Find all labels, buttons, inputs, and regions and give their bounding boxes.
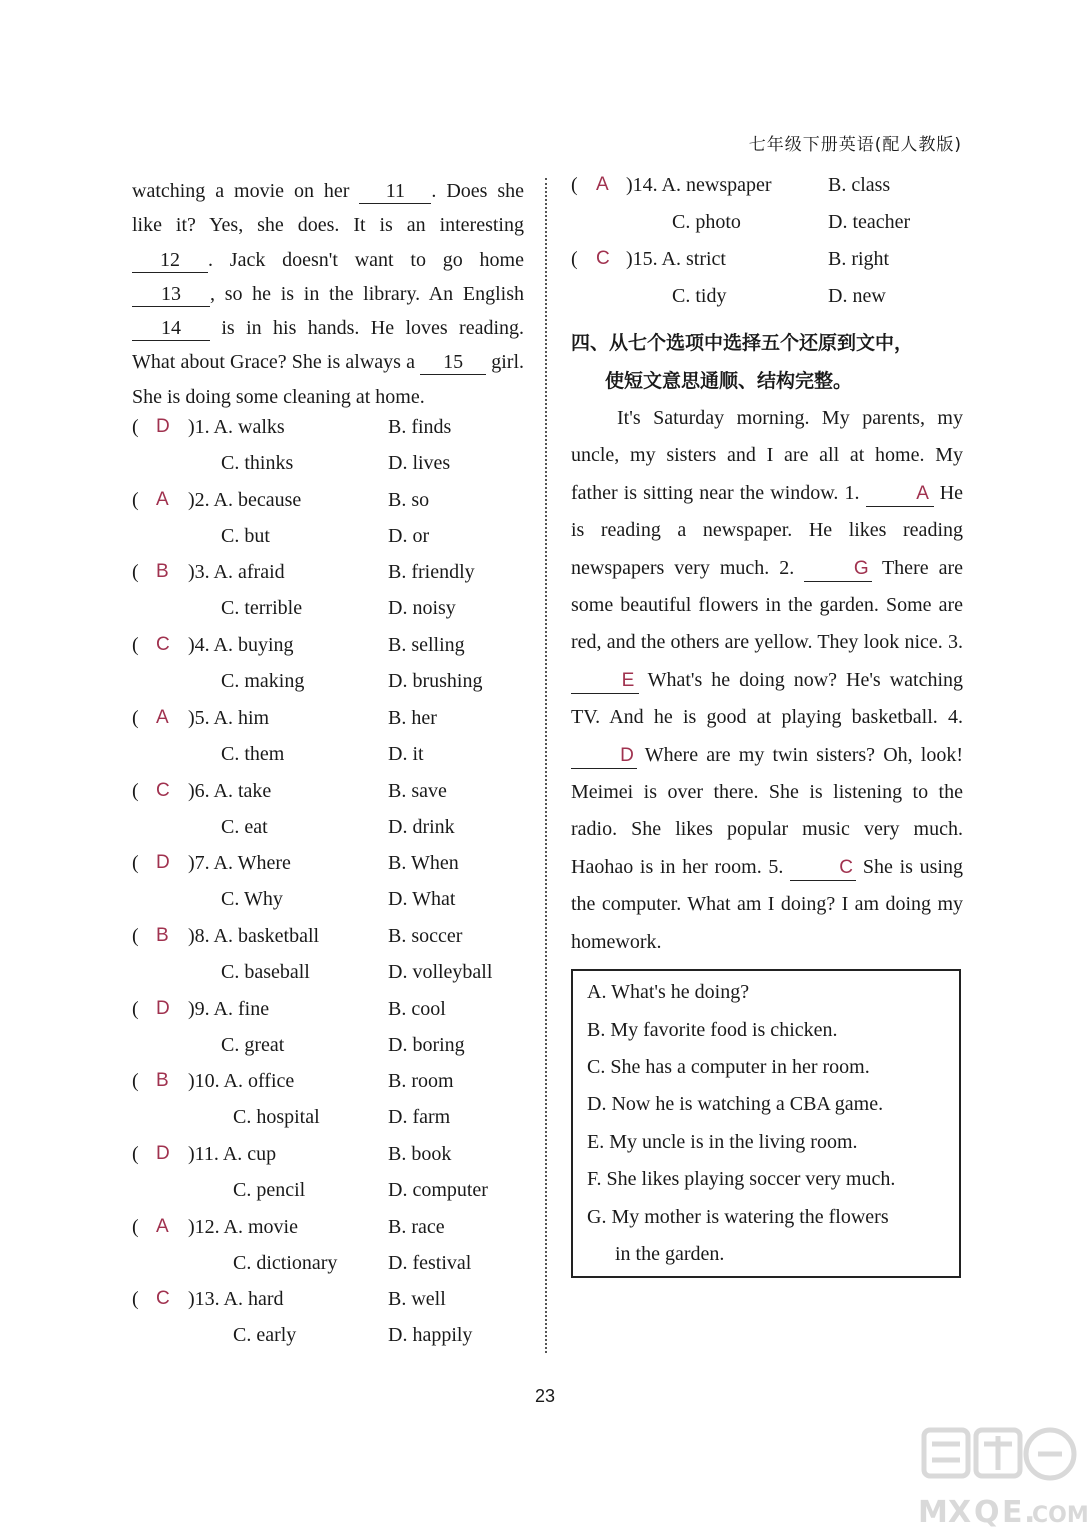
question-4: ( C )4. A. buying B. selling C. making D. brushing [132, 634, 483, 693]
blank-4: D [571, 744, 637, 769]
answer-mark: D [156, 997, 170, 1019]
question-7: ( D )7. A. Where B. When C. Why D. What [132, 852, 459, 911]
question-11: ( D )11. A. cup B. book C. pencil D. computer [132, 1142, 488, 1201]
question-13: ( C )13. A. hard B. well C. early D. happily [132, 1288, 473, 1347]
answer-mark: D [156, 416, 170, 438]
question-8: ( B )8. A. basketball B. soccer C. baseball D. volleyball [132, 924, 493, 983]
passage-text: Where are my twin sisters? Oh, look! Meimei is over there. She is listening to the radio. She likes popular music very much. Haohao is in her room. 5. [571, 743, 964, 878]
blank-2: G [804, 557, 872, 582]
left-column [132, 174, 524, 1361]
question-3: ( B )3. A. afraid B. friendly C. terrible D. noisy [132, 561, 475, 620]
cloze-text: watching a movie on her [132, 180, 350, 202]
question-15: ( C )15. A. strict B. right C. tidy D. new [571, 248, 890, 307]
option-a: A. What's he doing? [587, 981, 750, 1004]
section-title-cont: 使短文意思通顺、结构完整。 [605, 370, 853, 392]
answer-mark: B [156, 1070, 169, 1092]
option-g-cont: in the garden. [615, 1242, 725, 1265]
blank-1: A [866, 482, 934, 507]
question-1: ( D )1. A. walks B. finds C. thinks D. lives [132, 416, 452, 475]
question-9: ( D )9. A. fine B. cool C. great D. boring [132, 997, 465, 1056]
svg-text:.: . [1024, 1495, 1036, 1530]
blank-14: 14 [132, 316, 210, 341]
cloze-text: girl. She is doing some cleaning at home. [132, 351, 525, 408]
answer-mark: C [156, 779, 170, 801]
blank-3: E [571, 669, 639, 694]
question-12: ( A )12. A. movie B. race C. dictionary D. festival [132, 1215, 472, 1274]
option-d: D. Now he is watching a CBA game. [587, 1093, 884, 1116]
question-14: ( A )14. A. newspaper B. class C. photo D. teacher [571, 174, 911, 233]
answer-mark: C [156, 1288, 170, 1310]
passage-text: There are some beautiful flowers in the garden. Some are red, and the others are yellow. They look nice. 3. [571, 556, 964, 654]
section-title: 四、从七个选项中选择五个还原到文中， [571, 332, 914, 354]
blank-11: 11 [359, 179, 431, 204]
question-10: ( B )10. A. office B. room C. hospital D. farm [132, 1070, 454, 1129]
answer-mark: B [156, 561, 169, 583]
blank-5: C [790, 856, 856, 881]
answer-mark: A [156, 488, 169, 510]
watermark-logo [914, 1422, 1089, 1532]
answer-mark: A [596, 174, 609, 195]
answer-mark: C [596, 248, 610, 269]
cloze-text: . Jack doesn't want to go home [208, 248, 524, 271]
passage-text: It's Saturday morning. My parents, my uncle, my sisters and I are all at home. My father is sitting near the window. 1. [571, 407, 963, 504]
option-g: G. My mother is watering the flowers [587, 1205, 889, 1228]
answer-mark: A [156, 1215, 169, 1237]
answer-mark: D [156, 852, 170, 874]
svg-text:Q: Q [974, 1495, 1000, 1530]
page-number: 23 [534, 1386, 556, 1406]
passage-text: He is reading a newspaper. He likes reading newspapers very much. 2. [571, 481, 964, 579]
page-header: 七年级下册英语(配人教版) [748, 135, 962, 155]
passage-text: What's he doing now? He's watching TV. And he is good at playing basketball. 4. [571, 668, 964, 729]
cloze-text: is in his hands. He loves reading. What about Grace? She is always a [132, 317, 525, 374]
option-f: F. She likes playing soccer very much. [587, 1168, 896, 1191]
answer-mark: D [156, 1142, 170, 1164]
answer-mark: C [156, 634, 170, 656]
answer-mark: B [156, 924, 169, 946]
reading-passage [571, 400, 963, 961]
answer-mark: A [156, 706, 169, 728]
question-5: ( A )5. A. him B. her C. them D. it [132, 706, 437, 765]
cloze-text: . Does she like it? Yes, she does. It is an interesting [132, 180, 525, 237]
question-2: ( A )2. A. because B. so C. but D. or [132, 488, 430, 547]
svg-text:E: E [1002, 1495, 1023, 1530]
question-6: ( C )6. A. take B. save C. eat D. drink [132, 779, 455, 838]
cloze-passage [132, 174, 524, 414]
column-divider [545, 178, 547, 1353]
option-c: C. She has a computer in her room. [587, 1055, 870, 1078]
blank-12: 12 [132, 248, 208, 273]
blank-13: 13 [132, 282, 210, 307]
passage-text: She is using the computer. What am I doing? I am doing my homework. [571, 855, 963, 953]
options-box [571, 969, 961, 1278]
svg-text:M: M [918, 1495, 948, 1530]
svg-text:COM: COM [1032, 1503, 1089, 1528]
option-e: E. My uncle is in the living room. [587, 1130, 858, 1153]
cloze-text: , so he is in the library. An English [210, 282, 524, 305]
blank-15: 15 [420, 350, 486, 375]
option-b: B. My favorite food is chicken. [587, 1018, 838, 1041]
svg-text:X: X [948, 1495, 972, 1530]
right-column [571, 174, 963, 1278]
